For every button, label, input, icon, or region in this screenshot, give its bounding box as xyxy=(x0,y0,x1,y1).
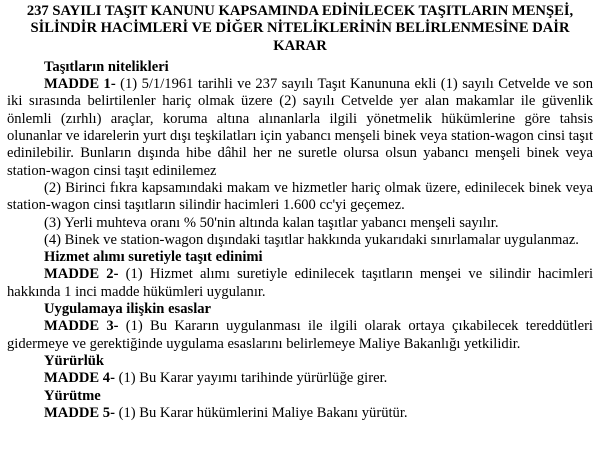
article-4-label: MADDE 4- xyxy=(44,370,115,387)
article-5-label: MADDE 5- xyxy=(44,404,115,421)
article-4-heading: Yürürlük xyxy=(44,352,105,369)
article-5-heading: Yürütme xyxy=(44,387,101,404)
article-1-paragraph-2: (2) Birinci fıkra kapsamındaki makam ve hizmetler hariç olmak üzere, edinilecek binek veya station-wagon cinsi taşıtların silindir hacimleri 1.600 cc'yi geçemez. xyxy=(7,179,593,214)
title-line-2: SİLİNDİR HACİMLERİ VE DİĞER NİTELİKLERİNİN BELİRLENMESİNE DAİR xyxy=(30,20,570,37)
article-1-heading: Taşıtların nitelikleri xyxy=(44,58,169,75)
article-2-paragraph-1 xyxy=(7,266,593,301)
article-1-paragraph-4: (4) Binek ve station-wagon dışındaki taşıtlar hakkında yukarıdaki sınırlamalar uygulanmaz. xyxy=(44,231,579,248)
article-5-text-1: (1) Bu Karar hükümlerini Maliye Bakanı yürütür. xyxy=(114,404,408,421)
article-1-label: MADDE 1- xyxy=(44,76,116,93)
document-title xyxy=(7,3,593,55)
article-5-paragraph-1 xyxy=(7,405,593,422)
article-2-heading: Hizmet alımı suretiyle taşıt edinimi xyxy=(44,249,263,266)
article-2-label: MADDE 2- xyxy=(44,266,119,283)
title-line-3: KARAR xyxy=(273,37,327,54)
article-1-paragraph-1 xyxy=(7,76,593,180)
article-2-text-1: (1) Hizmet alımı suretiyle edinilecek taşıtların menşei ve silindir hacimleri hakkında 1 inci madde hükümleri uygulanır. xyxy=(7,266,594,300)
article-4-paragraph-1 xyxy=(7,370,593,387)
article-3-heading: Uygulamaya ilişkin esaslar xyxy=(44,301,212,318)
article-1-text-1: (1) 5/1/1961 tarihli ve 237 sayılı Taşıt Kanununa ekli (1) sayılı Cetvelde ve son iki sırasında belirtilenler hariç olmak üzere (2) sayılı Cetvelde yer alan makamlar ile güvenlik önlemli (zırhlı) araçlar, koruma altına alınanlarla ilgili yönetmelik hükümlerine göre tahsis olunanlar ve idarelerin yurt dışı teşkilatları için yabancı menşeli binek veya station-wagon cinsi taşıt edinilebilir. Bunların dışında hibe dâhil her ne suretle olursa olsun yabancı menşeli binek veya station-wagon cinsi taşıt edinilemez xyxy=(7,76,593,179)
article-3-paragraph-1 xyxy=(7,318,593,353)
article-4-text-1: (1) Bu Karar yayımı tarihinde yürürlüğe girer. xyxy=(114,370,388,387)
article-1-paragraph-3: (3) Yerli muhteva oranı % 50'nin altında kalan taşıtlar yabancı menşeli sayılır. xyxy=(44,214,499,231)
article-3-text-1: (1) Bu Kararın uygulanması ile ilgili olarak ortaya çıkabilecek tereddütleri gidermeye ve gerektiğinde uygulama esaslarını belirlemeye Maliye Bakanlığı yetkilidir. xyxy=(7,318,593,352)
article-3-label: MADDE 3- xyxy=(44,318,119,335)
title-line-1: 237 SAYILI TAŞIT KANUNU KAPSAMINDA EDİNİLECEK TAŞITLARIN MENŞEİ, xyxy=(26,3,574,19)
